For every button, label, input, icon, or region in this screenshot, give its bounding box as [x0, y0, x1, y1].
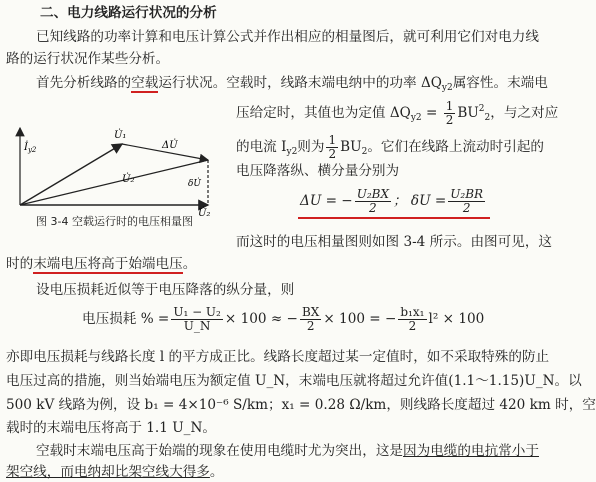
paragraph-3-line-1: 设电压损耗近似等于电压降落的纵分量，则	[36, 282, 295, 298]
voltage-drop-equation: ΔU = − $\frac{\text{U₂BX}}{2}$ ； δU = $\frac{\text{U₂BR}}{2}$	[300, 187, 484, 215]
paragraph-1-line-2: 路的运行状况作某些分析。	[6, 51, 170, 67]
figure-caption: 图 3-4 空载运行时的电压相量图	[36, 215, 193, 228]
voltage-loss-formula: 电压损耗 % = $\frac{\text{U₁ − U₂}}{U\_N}$ × 100 ≈ − $\frac{BX}{2}$ × 100 = − $\frac{\text{b₁x₁}}{2}$ l² × 100	[82, 305, 485, 333]
label-u1: U̇₁	[114, 130, 127, 141]
paragraph-2-line-6: 时的末端电压将高于始端电压。	[6, 256, 197, 272]
highlight-cable-reactance: 因为电缆的电抗常小于	[403, 443, 539, 459]
section-title: 二、电力线路运行状况的分析	[40, 5, 217, 21]
paragraph-2-line-4: 电压降落纵、横分量分别为	[236, 163, 400, 179]
paragraph-4-line-3: 500 kV 线路为例，设 b₁ = 4×10⁻⁶ S/km；x₁ = 0.28 Ω/km，则线路长度超过 420 km 时，空	[6, 397, 596, 413]
paragraph-4-line-1: 亦即电压损耗与线路长度 l 的平方成正比。线路长度超过某一定值时，如不采取特殊的防止	[6, 349, 550, 365]
paragraph-4-line-2: 电压过高的措施，则当始端电压为额定值 U_N，末端电压就将超过允许值(1.1～1.15)U_N。以	[6, 373, 582, 389]
label-small-delta-u: δU̇	[188, 179, 202, 189]
paragraph-2-line-3: 的电流 $I_{y2}$则为 $\frac{1}{2}$ $BU_2$。它们在线路上流动时引起的	[236, 133, 545, 161]
highlight-receiving-end-higher: 末端电压将高于始端电压	[33, 256, 183, 272]
label-delta-u: ΔU̇	[162, 140, 178, 151]
label-u2-end: U̇₂	[198, 208, 211, 219]
paragraph-5-line-1: 空载时末端电压高于始端的现象在使用电缆时尤为突出，这是因为电缆的电抗常小于	[36, 443, 539, 459]
paragraph-2-line-2: 压给定时，其值也为定值 $\Delta Q_{y2}$ = $\frac{1}{2}$ $BU^2_2$，与之对应	[236, 99, 559, 127]
aux-line	[20, 160, 208, 205]
paragraph-1-line-1: 已知线路的功率计算和电压计算公式并作出相应的相量图后，就可利用它们对电力线	[36, 29, 539, 45]
voltage-phasor-diagram	[12, 120, 222, 219]
paragraph-2-line-5: 而这时的电压相量图则如图 3-4 所示。由图可见，这	[236, 234, 552, 250]
equation-underline	[298, 217, 490, 219]
paragraph-2-line-1: 首先分析线路的空载运行状况。空载时，线路末端电纳中的功率 $\Delta Q_{y2}$属容性。末端电	[36, 75, 548, 93]
paragraph-4-line-4: 载时的末端电压将高于 1.1 U_N。	[6, 420, 216, 436]
label-iy2: $İ_{y2}$	[24, 142, 37, 154]
highlight-susceptance: 架空线，而电纳却比架空线大得多	[6, 464, 210, 480]
paragraph-5-line-2: 架空线，而电纳却比架空线大得多。	[6, 464, 224, 480]
highlight-no-load: 空载	[131, 75, 159, 91]
label-u2-mid: U̇₂	[122, 174, 135, 185]
